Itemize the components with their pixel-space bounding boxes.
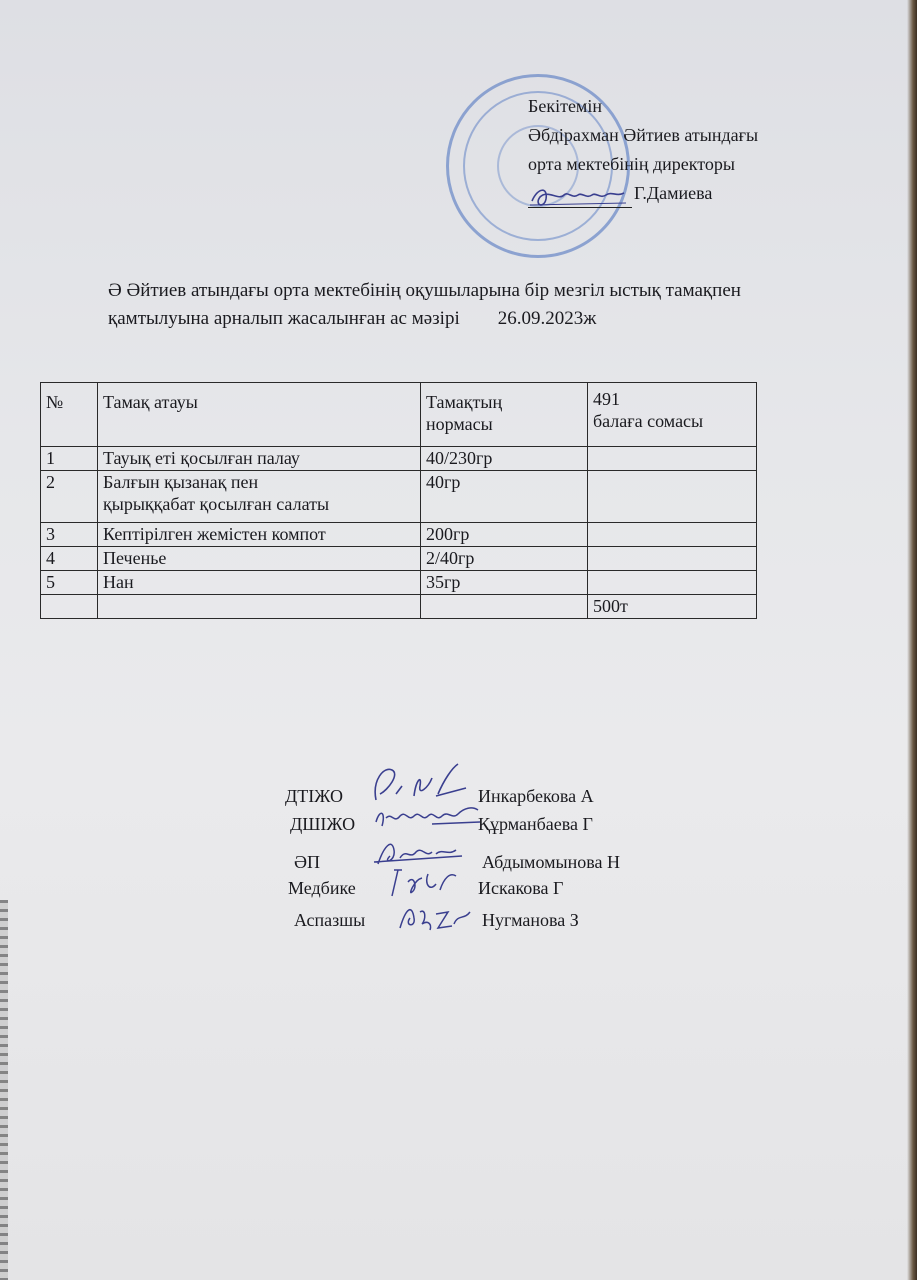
title-line-2: қамтылуына арналып жасалынған ас мәзірі 26.09.2023ж bbox=[108, 308, 597, 329]
document-title bbox=[108, 277, 878, 333]
table-header-row bbox=[41, 383, 757, 447]
approval-heading: Бекітемін bbox=[528, 96, 602, 116]
table-row: 2 Балғын қызанақ пен қырыққабат қосылған салаты 40гр bbox=[41, 471, 757, 523]
header-sum: 491 балаға сомасы bbox=[588, 383, 757, 447]
signatory-role: Аспазшы bbox=[294, 910, 366, 930]
table-row: 4 Печенье 2/40гр bbox=[41, 547, 757, 571]
signatory-name: Нугманова З bbox=[482, 910, 579, 930]
signatory-role: ДТІЖО bbox=[285, 786, 343, 806]
title-line-1: Ә Әйтиев атындағы орта мектебінің оқушыларына бір мезгіл ыстық тамақпен bbox=[108, 280, 741, 301]
header-name: Тамақ атауы bbox=[98, 383, 421, 447]
menu-table bbox=[40, 382, 757, 619]
signature bbox=[396, 898, 476, 938]
signatory-name: Құрманбаева Г bbox=[478, 814, 593, 834]
director-name: Г.Дамиева bbox=[634, 183, 713, 203]
signature bbox=[362, 760, 472, 806]
signatory-name: Абдымомынова Н bbox=[482, 852, 620, 872]
signatory-role: ӘП bbox=[294, 852, 320, 872]
director-signature bbox=[528, 207, 632, 208]
signature bbox=[372, 802, 484, 838]
signatory-name: Искакова Г bbox=[478, 878, 564, 898]
signature bbox=[384, 862, 464, 902]
photo-edge-left bbox=[0, 900, 8, 1280]
total-sum: 500т bbox=[588, 595, 757, 619]
signatory-role: ДШІЖО bbox=[290, 814, 356, 834]
approval-block bbox=[528, 92, 758, 208]
table-total-row bbox=[41, 595, 757, 619]
director-signature-line bbox=[528, 179, 758, 208]
document-date: 26.09.2023ж bbox=[497, 308, 597, 329]
table-row: 3 Кептірілген жемістен компот 200гр bbox=[41, 523, 757, 547]
header-num: № bbox=[41, 383, 98, 447]
photo-edge-right bbox=[907, 0, 917, 1280]
signatory-name: Инкарбекова А bbox=[478, 786, 594, 806]
school-name: Әбдірахман Әйтиев атындағы bbox=[528, 125, 759, 145]
table-row: 1 Тауық еті қосылған палау 40/230гр bbox=[41, 447, 757, 471]
signatory-role: Медбике bbox=[288, 878, 356, 898]
header-norm: Тамақтың нормасы bbox=[421, 383, 588, 447]
director-title: орта мектебінің директоры bbox=[528, 154, 736, 174]
table-row: 5 Нан 35гр bbox=[41, 571, 757, 595]
